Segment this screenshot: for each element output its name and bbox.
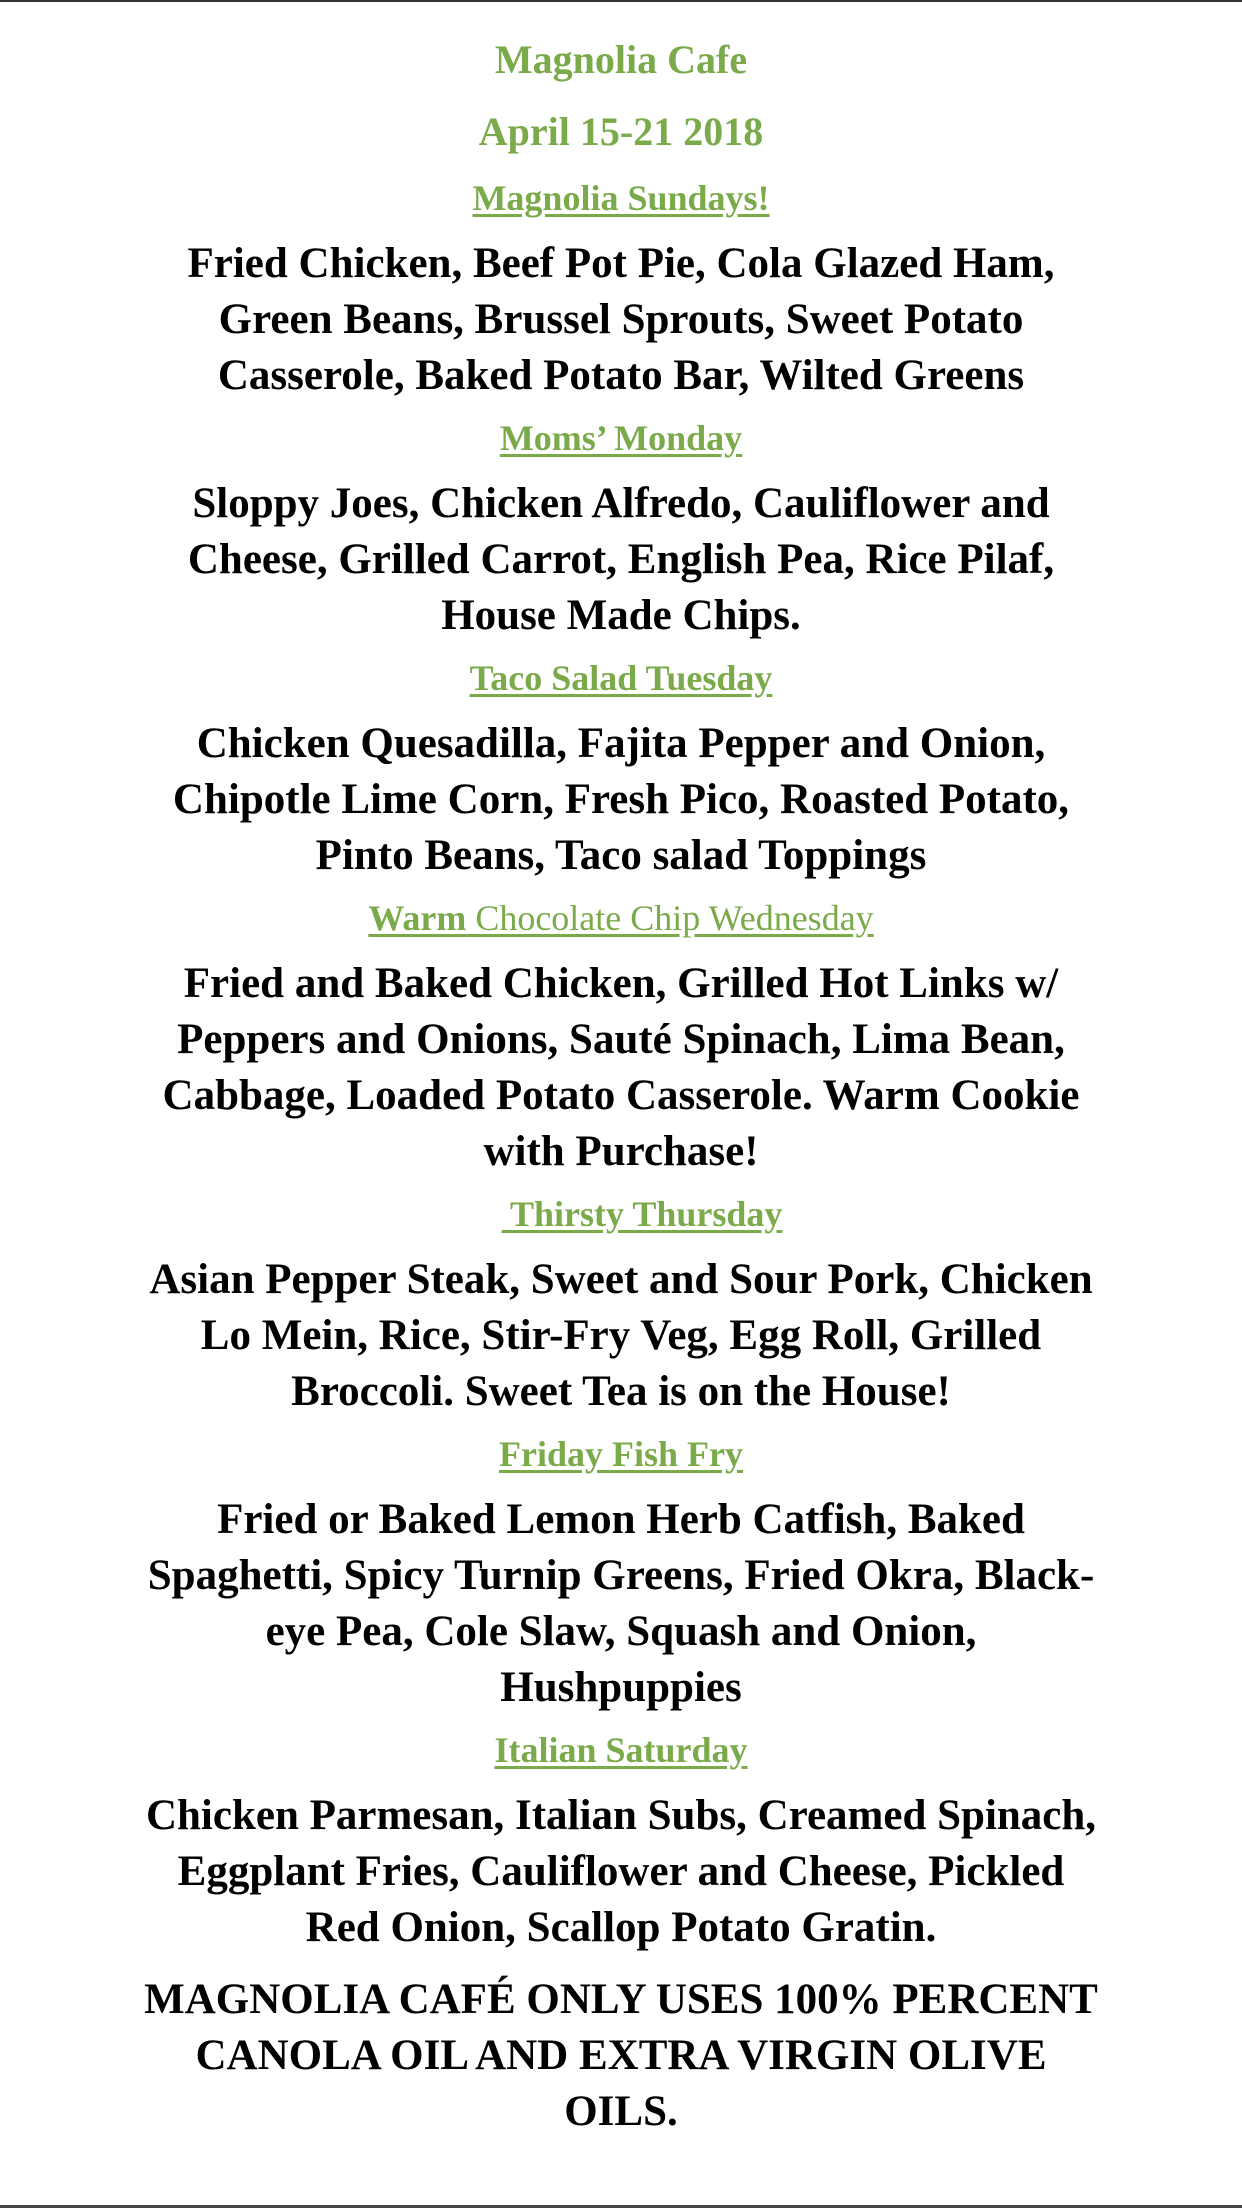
menu-items-thursday [0, 1252, 1242, 1420]
menu-line: Asian Pepper Steak, Sweet and Sour Pork, Chicken [149, 1256, 1093, 1303]
menu-line: Cheese, Grilled Carrot, English Pea, Rice Pilaf, [187, 536, 1055, 583]
day-heading-saturday: Italian Saturday [494, 1730, 748, 1770]
day-heading-tuesday: Taco Salad Tuesday [469, 658, 773, 698]
menu-line: Casserole, Baked Potato Bar, Wilted Greens [217, 352, 1025, 399]
menu-line: Spaghetti, Spicy Turnip Greens, Fried Okra, Black- [147, 1552, 1095, 1599]
day-heading-thursday: Thirsty Thursday [501, 1194, 783, 1234]
menu-line: Broccoli. Sweet Tea is on the House! [291, 1368, 951, 1415]
day-heading-monday: Moms’ Monday [499, 418, 743, 458]
menu-line: Red Onion, Scallop Potato Gratin. [305, 1904, 937, 1951]
day-heading-sunday: Magnolia Sundays! [472, 178, 770, 218]
menu-line: Chicken Parmesan, Italian Subs, Creamed Spinach, [145, 1792, 1097, 1839]
menu-line: Chipotle Lime Corn, Fresh Pico, Roasted Potato, [172, 776, 1070, 823]
menu-items-tuesday [0, 716, 1242, 884]
menu-line: Chicken Quesadilla, Fajita Pepper and Onion, [196, 720, 1046, 767]
cafe-title: Magnolia Cafe [494, 37, 748, 82]
menu-line: Green Beans, Brussel Sprouts, Sweet Potato [218, 296, 1024, 343]
menu-line: Eggplant Fries, Cauliflower and Cheese, Pickled [177, 1848, 1065, 1895]
menu-line: Hushpuppies [500, 1664, 742, 1711]
menu-line: Fried or Baked Lemon Herb Catfish, Baked [217, 1496, 1025, 1543]
menu-line: Lo Mein, Rice, Stir-Fry Veg, Egg Roll, Grilled [200, 1312, 1042, 1359]
menu-line: with Purchase! [483, 1128, 759, 1175]
day-heading-friday: Friday Fish Fry [499, 1434, 743, 1474]
menu-items-monday [0, 476, 1242, 644]
menu-line: Pinto Beans, Taco salad Toppings [315, 832, 927, 879]
menu-line: Cabbage, Loaded Potato Casserole. Warm Cookie [162, 1072, 1080, 1119]
oil-notice [91, 1972, 1151, 2140]
menu-line: Sloppy Joes, Chicken Alfredo, Cauliflower and [192, 480, 1050, 527]
menu-items-saturday [0, 1788, 1242, 1956]
notice-line: CANOLA OIL AND EXTRA VIRGIN OLIVE [195, 2032, 1047, 2079]
menu-line: Fried and Baked Chicken, Grilled Hot Links w/ [183, 960, 1059, 1007]
notice-line: MAGNOLIA CAFÉ ONLY USES 100% PERCENT [144, 1976, 1098, 2023]
date-range: April 15-21 2018 [478, 109, 764, 154]
notice-line: OILS. [564, 2088, 678, 2135]
menu-items-sunday [0, 236, 1242, 404]
menu-line: eye Pea, Cole Slaw, Squash and Onion, [265, 1608, 977, 1655]
menu-line: Peppers and Onions, Sauté Spinach, Lima Bean, [177, 1016, 1065, 1063]
menu-line: Fried Chicken, Beef Pot Pie, Cola Glazed Ham, [187, 240, 1055, 287]
menu-items-friday [0, 1492, 1242, 1716]
menu-line: House Made Chips. [441, 592, 801, 639]
day-heading-wednesday: Warm Chocolate Chip Wednesday [368, 898, 874, 938]
menu-items-wednesday [0, 956, 1242, 1180]
